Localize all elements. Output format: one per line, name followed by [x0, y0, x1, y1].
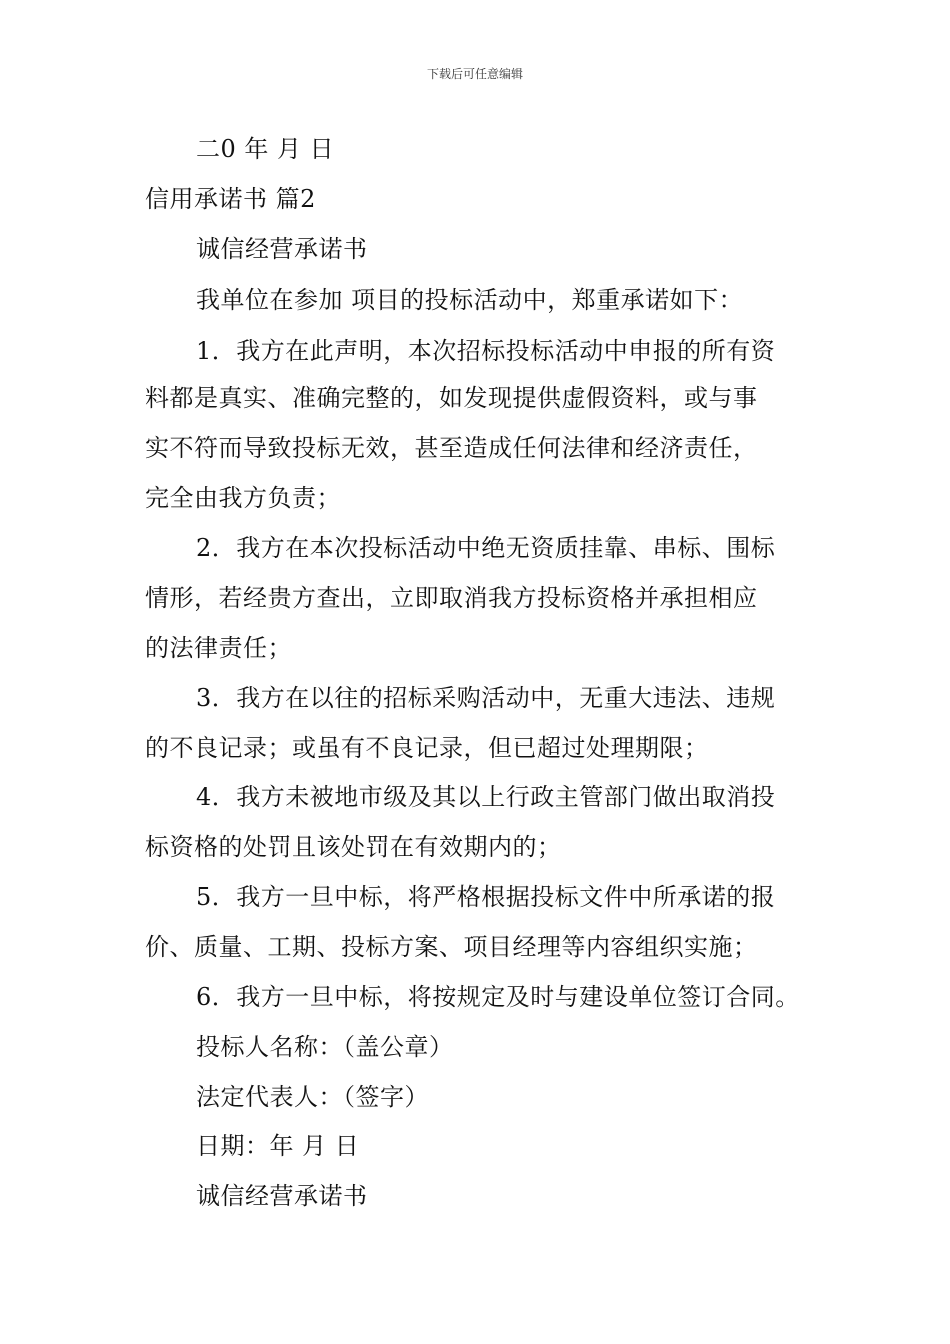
clause-3-line-2: 的不良记录；或虽有不良记录，但已超过处理期限； — [145, 734, 709, 762]
clause-1-line-2: 料都是真实、准确完整的，如发现提供虚假资料，或与事 — [145, 384, 758, 412]
intro-paragraph: 我单位在参加 项目的投标活动中，郑重承诺如下： — [196, 286, 744, 314]
page-header-note: 下载后可任意编辑 — [426, 67, 523, 81]
clause-4-line-1: 4．我方未被地市级及其以上行政主管部门做出取消投 — [196, 783, 776, 811]
clause-1-line-4: 完全由我方负责； — [145, 484, 341, 512]
clause-5-line-2: 价、质量、工期、投标方案、项目经理等内容组织实施； — [145, 933, 758, 961]
signing-date-line: 日期：年 月 日 — [196, 1132, 360, 1160]
clause-4-line-2: 标资格的处罚且该处罚在有效期内的； — [145, 833, 562, 861]
bidder-name-line: 投标人名称：（盖公章） — [196, 1033, 454, 1061]
next-document-title: 诚信经营承诺书 — [196, 1182, 368, 1210]
clause-1-line-3: 实不符而导致投标无效，甚至造成任何法律和经济责任， — [145, 434, 758, 462]
clause-2-line-2: 情形，若经贵方查出，立即取消我方投标资格并承担相应 — [145, 584, 758, 612]
date-line: 二0 年 月 日 — [196, 135, 335, 163]
clause-2-line-1: 2．我方在本次投标活动中绝无资质挂靠、串标、围标 — [196, 534, 776, 562]
clause-6-line-1: 6．我方一旦中标，将按规定及时与建设单位签订合同。 — [196, 983, 800, 1011]
document-title: 诚信经营承诺书 — [196, 235, 368, 263]
legal-representative-line: 法定代表人：（签字） — [196, 1083, 429, 1111]
clause-1-line-1: 1．我方在此声明，本次招标投标活动中申报的所有资 — [196, 337, 776, 365]
section-title: 信用承诺书 篇2 — [145, 185, 316, 213]
clause-2-line-3: 的法律责任； — [145, 634, 292, 662]
clause-3-line-1: 3．我方在以往的招标采购活动中，无重大违法、违规 — [196, 684, 776, 712]
clause-5-line-1: 5．我方一旦中标，将严格根据投标文件中所承诺的报 — [196, 883, 776, 911]
